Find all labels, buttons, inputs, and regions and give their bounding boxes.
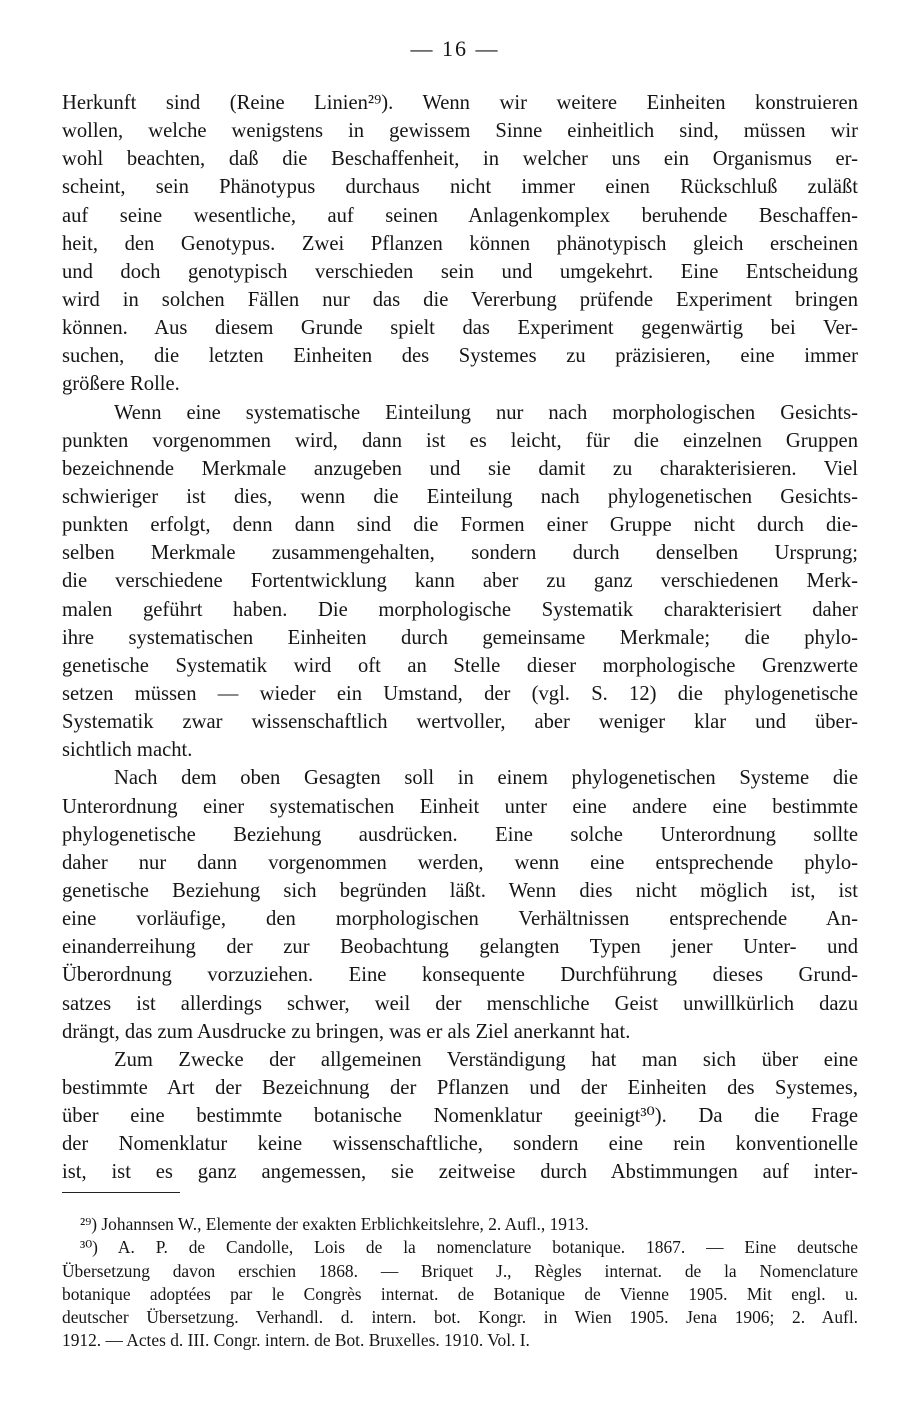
text-line: ist, ist es ganz angemessen, sie zeitweise durch Abstimmungen auf inter-: [62, 1161, 858, 1184]
footnote-line: deutscher Übersetzung. Verhandl. d. intern. bot. Kongr. in Wien 1905. Jena 1906; 2. Aufl.: [62, 1307, 858, 1328]
text-line: scheint, sein Phänotypus durchaus nicht immer einen Rückschluß zuläßt: [62, 176, 858, 199]
text-line: genetische Systematik wird oft an Stelle dieser morphologische Grenzwerte: [62, 654, 858, 677]
text-line: die verschiedene Fortentwicklung kann aber zu ganz verschiedenen Merk-: [62, 570, 858, 593]
text-line: punkten erfolgt, denn dann sind die Formen einer Gruppe nicht durch die-: [62, 514, 858, 537]
paragraph-4: [62, 1046, 858, 1187]
text-line: suchen, die letzten Einheiten des Systemes zu präzisieren, eine immer: [62, 345, 858, 368]
footnote-30: [62, 1236, 858, 1352]
text-line: der Nomenklatur keine wissenschaftliche, sondern eine rein konventionelle: [62, 1133, 858, 1156]
footnote-29: [62, 1213, 858, 1236]
text-line: bezeichnende Merkmale anzugeben und sie damit zu charakterisieren. Viel: [62, 457, 858, 480]
text-line: wollen, welche wenigstens in gewissem Sinne einheitlich sind, müssen wir: [62, 120, 858, 143]
text-line: Systematik zwar wissenschaftlich wertvoller, aber weniger klar und über-: [62, 711, 858, 734]
text-line: Wenn eine systematische Einteilung nur nach morphologischen Gesichts-: [114, 401, 858, 424]
text-line: heit, den Genotypus. Zwei Pflanzen können phänotypisch gleich erscheinen: [62, 232, 858, 255]
text-line: selben Merkmale zusammengehalten, sondern durch denselben Ursprung;: [62, 542, 858, 565]
text-line: bestimmte Art der Bezeichnung der Pflanzen und der Einheiten des Systemes,: [62, 1076, 858, 1099]
text-line: daher nur dann vorgenommen werden, wenn eine entsprechende phylo-: [62, 851, 858, 874]
page-number: — 16 —: [410, 36, 500, 61]
text-line: satzes ist allerdings schwer, weil der menschliche Geist unwillkürlich dazu: [62, 992, 858, 1015]
footnote-line: botanique adoptées par le Congrès internat. de Botanique de Vienne 1905. Mit engl. u.: [62, 1283, 858, 1304]
text-line: können. Aus diesem Grunde spielt das Experiment gegenwärtig bei Ver-: [62, 317, 858, 340]
text-line: Herkunft sind (Reine Linien²⁹). Wenn wir weitere Einheiten konstruieren: [62, 92, 858, 114]
body-text: [62, 89, 858, 1186]
text-line: Unterordnung einer systematischen Einheit unter eine andere eine bestimmte: [62, 795, 858, 818]
text-line: Zum Zwecke der allgemeinen Verständigung hat man sich über eine: [114, 1048, 858, 1071]
text-line: ihre systematischen Einheiten durch gemeinsame Merkmale; die phylo-: [62, 626, 858, 649]
text-line: phylogenetische Beziehung ausdrücken. Eine solche Unterordnung sollte: [62, 823, 858, 846]
footnote-line: 1912. — Actes d. III. Congr. intern. de Bot. Bruxelles. 1910. Vol. I.: [62, 1330, 530, 1351]
footnotes: [62, 1213, 858, 1353]
text-line: punkten vorgenommen wird, dann ist es leicht, für die einzelnen Gruppen: [62, 429, 858, 452]
text-line: Überordnung vorzuziehen. Eine konsequente Durchführung dieses Grund-: [62, 964, 858, 987]
text-line: auf seine wesentliche, auf seinen Anlagenkomplex beruhende Beschaffen-: [62, 204, 858, 227]
paragraph-2: [62, 399, 858, 765]
text-line: über eine bestimmte botanische Nomenklatur geeinigt³⁰). Da die Frage: [62, 1105, 858, 1128]
text-line: wird in solchen Fällen nur das die Vererbung prüfende Experiment bringen: [62, 288, 858, 311]
text-line: größere Rolle.: [62, 373, 180, 396]
paragraph-3: [62, 764, 858, 1045]
paragraph-1: [62, 89, 858, 399]
text-line: und doch genotypisch verschieden sein und umgekehrt. Eine Entscheidung: [62, 260, 858, 283]
text-line: sichtlich macht.: [62, 739, 193, 762]
text-line: Nach dem oben Gesagten soll in einem phylogenetischen Systeme die: [114, 767, 858, 790]
text-line: setzen müssen — wieder ein Umstand, der (vgl. S. 12) die phylogenetische: [62, 682, 858, 705]
footnote-line: ²⁹) Johannsen W., Elemente der exakten Erblichkeitslehre, 2. Aufl., 1913.: [80, 1214, 589, 1234]
footnote-line: Übersetzung davon erschien 1868. — Briquet J., Règles internat. de la Nomenclature: [62, 1260, 858, 1281]
text-line: wohl beachten, daß die Beschaffenheit, in welcher uns ein Organismus er-: [62, 148, 858, 171]
footnote-rule: [62, 1192, 180, 1193]
text-line: eine vorläufige, den morphologischen Verhältnissen entsprechende An-: [62, 908, 858, 931]
text-line: einanderreihung der zur Beobachtung gelangten Typen jener Unter- und: [62, 936, 858, 959]
text-line: genetische Beziehung sich begründen läßt. Wenn dies nicht möglich ist, ist: [62, 879, 858, 902]
text-line: malen geführt haben. Die morphologische Systematik charakterisiert daher: [62, 598, 858, 621]
text-line: schwieriger ist dies, wenn die Einteilung nach phylogenetischen Gesichts-: [62, 485, 858, 508]
footnote-line: ³⁰) A. P. de Candolle, Lois de la nomenclature botanique. 1867. — Eine deutsche: [80, 1237, 858, 1258]
text-line: drängt, das zum Ausdrucke zu bringen, was er als Ziel anerkannt hat.: [62, 1020, 631, 1043]
